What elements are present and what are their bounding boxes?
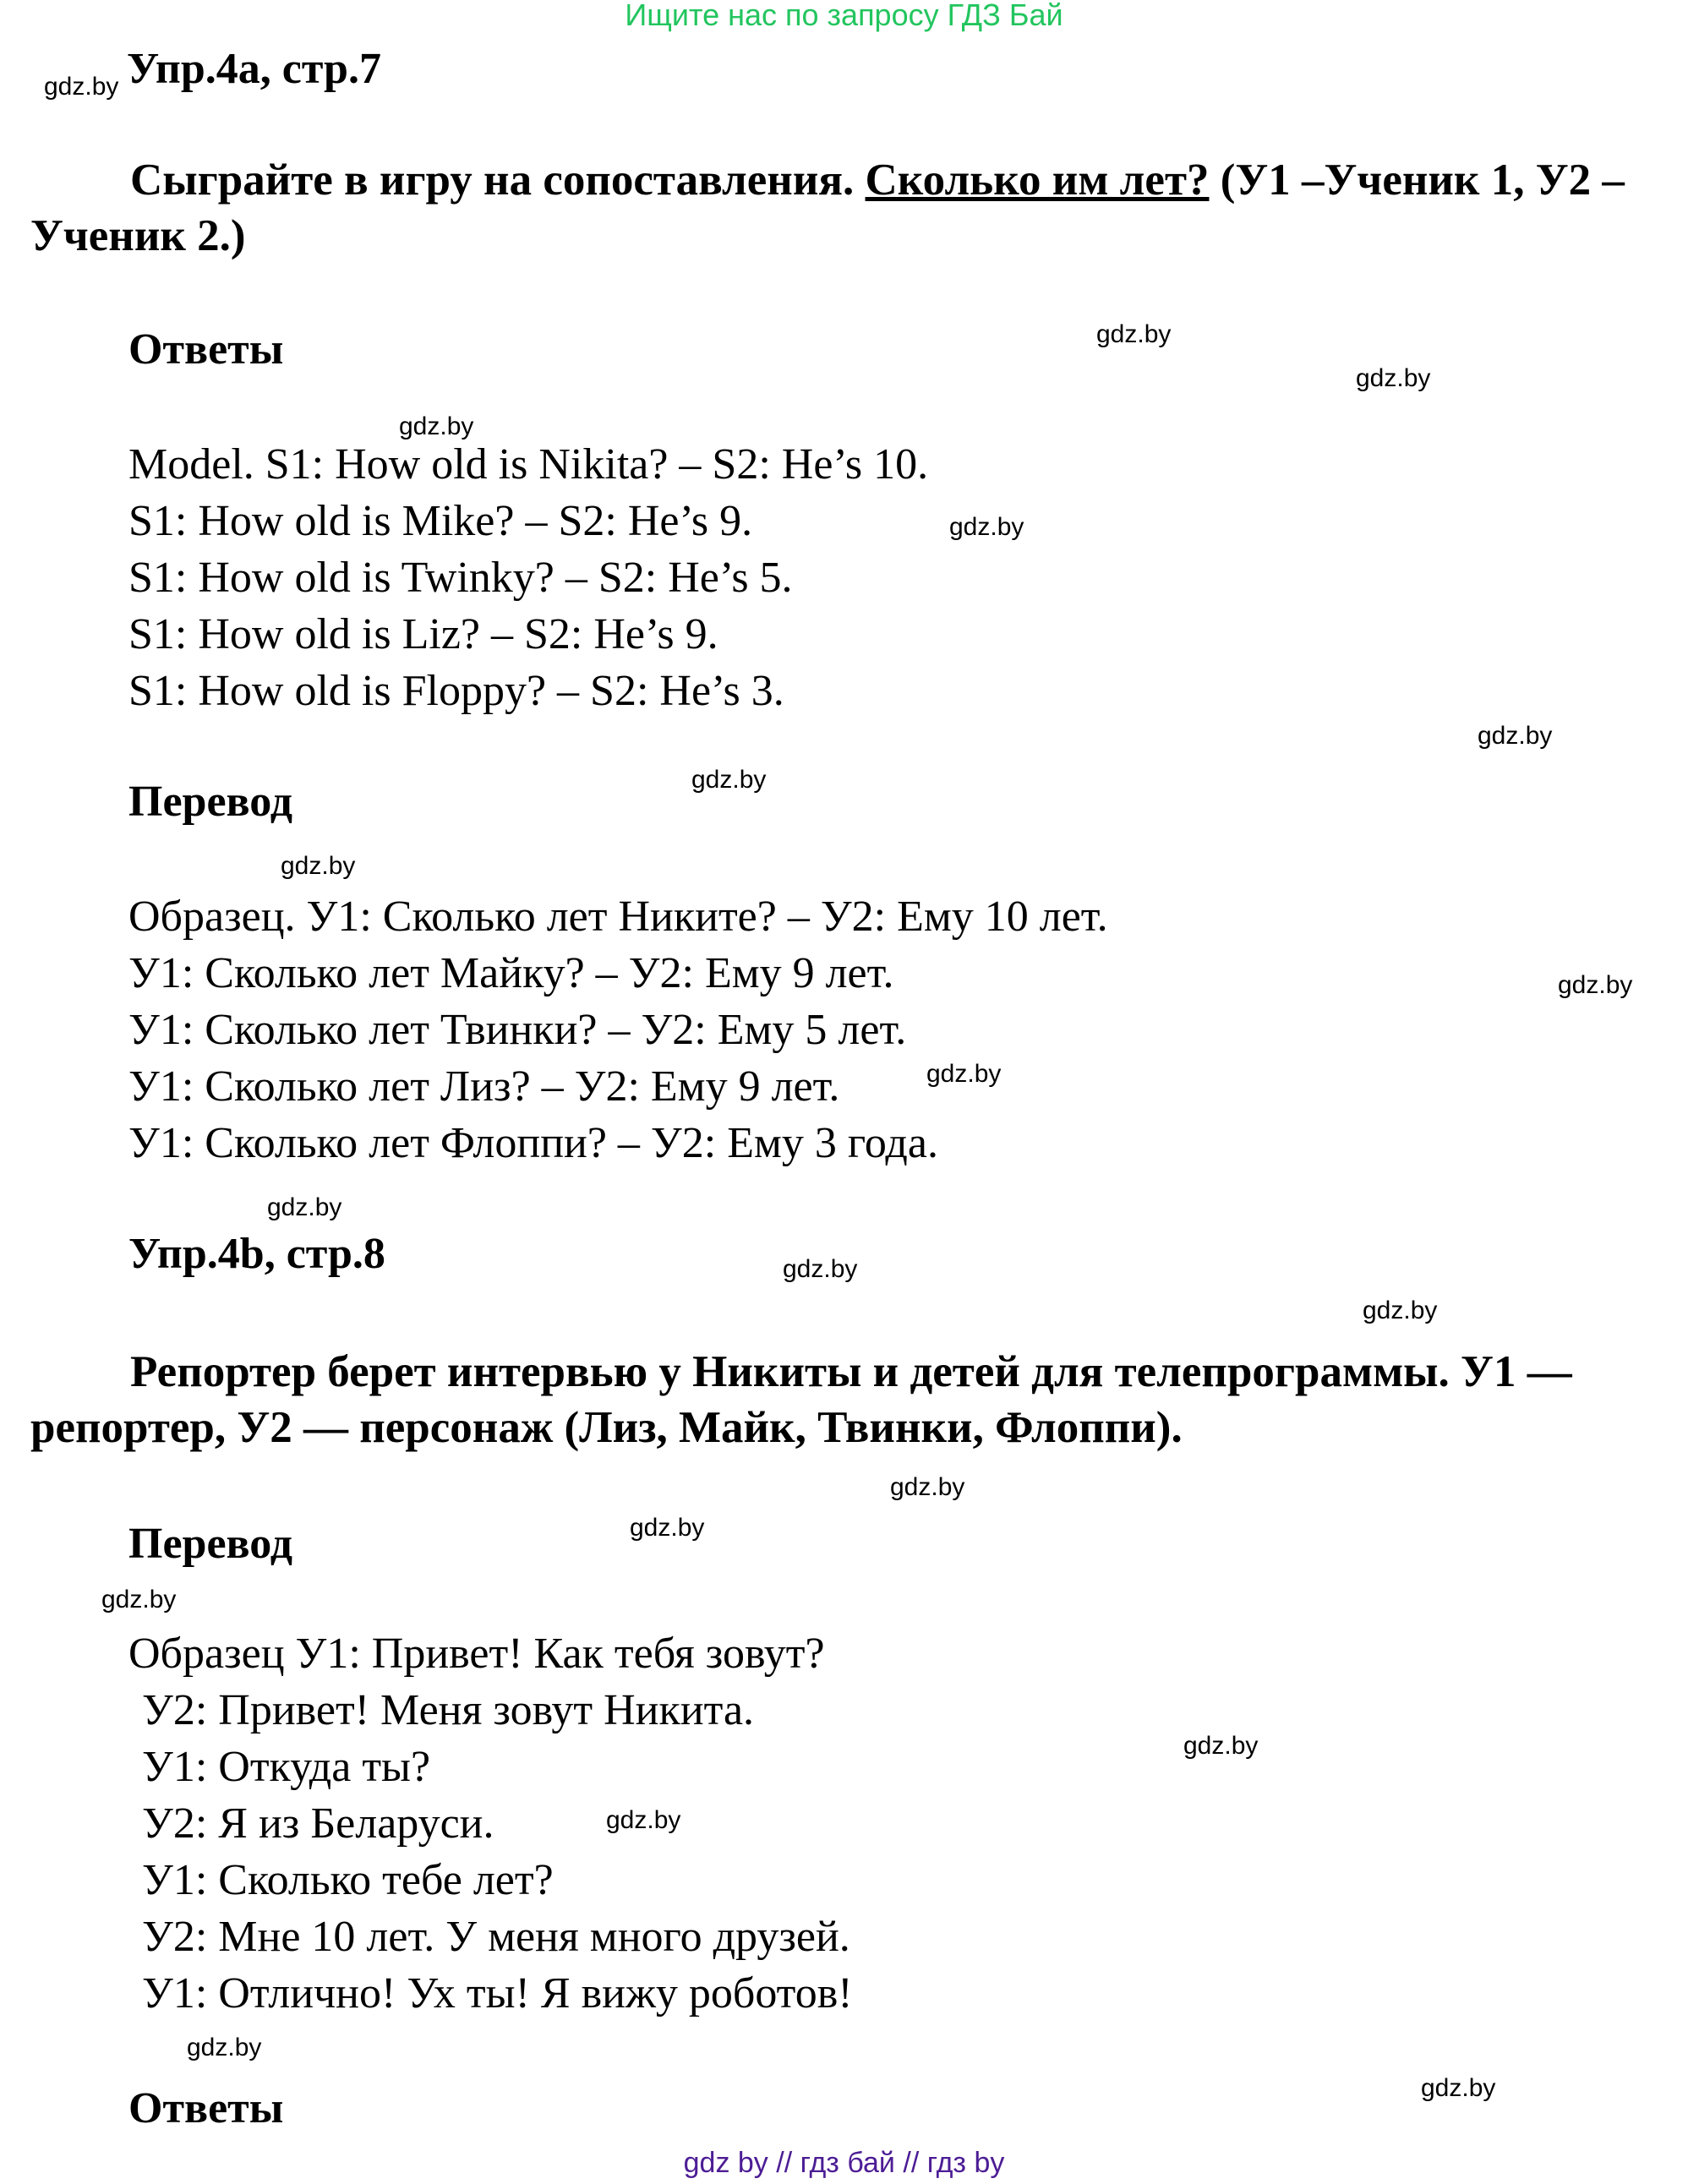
exercise-task: Репортер берет интервью у Никиты и детей для телепрограммы. У1 — репортер, У2 — персонаж (Лиз, Майк, Твинки, Флоппи). xyxy=(30,1347,1572,1452)
translation-line: У2: Мне 10 лет. У меня много друзей. xyxy=(142,1913,850,1961)
translation-line: У1: Сколько тебе лет? xyxy=(142,1856,554,1904)
watermark: gdz.by xyxy=(267,1193,342,1221)
watermark: gdz.by xyxy=(783,1255,858,1283)
answer-line: Model. S1: How old is Nikita? – S2: He’s 10. xyxy=(128,440,929,489)
translation-line: У1: Сколько лет Майку? – У2: Ему 9 лет. xyxy=(128,949,894,997)
watermark: gdz.by xyxy=(606,1806,681,1834)
watermark: gdz.by xyxy=(1558,971,1633,999)
answer-line: S1: How old is Twinky? – S2: He’s 5. xyxy=(128,554,793,602)
translation-heading: Перевод xyxy=(128,778,293,826)
watermark: gdz.by xyxy=(1096,320,1172,348)
task-text: Сыграйте в игру на сопоставления. xyxy=(130,156,866,205)
exercise-title: Упр.4а, стр.7 xyxy=(127,45,381,93)
watermark: gdz.by xyxy=(926,1060,1002,1088)
watermark: gdz.by xyxy=(1183,1732,1259,1760)
footer-links[interactable]: gdz by // гдз бай // гдз by xyxy=(683,2147,1005,2179)
watermark: gdz.by xyxy=(949,513,1024,541)
answers-heading: Ответы xyxy=(128,2084,284,2132)
translation-line: У1: Отлично! Ух ты! Я вижу роботов! xyxy=(142,1969,853,2017)
watermark: gdz.by xyxy=(281,852,356,880)
translation-line: Образец. У1: Сколько лет Никите? – У2: Ему 10 лет. xyxy=(128,893,1108,941)
answers-heading: Ответы xyxy=(128,325,284,374)
translation-line: Образец У1: Привет! Как тебя зовут? xyxy=(128,1630,825,1678)
translation-line: У2: Я из Беларуси. xyxy=(142,1799,494,1848)
answer-line: S1: How old is Floppy? – S2: He’s 3. xyxy=(128,667,784,715)
watermark: gdz.by xyxy=(101,1586,177,1613)
watermark: gdz.by xyxy=(1478,722,1553,750)
task-text-end: (У1 –Ученик 1, У2 – Ученик 2.) xyxy=(30,156,1625,260)
watermark: gdz.by xyxy=(44,73,119,101)
task-underlined: Сколько им лет? xyxy=(865,156,1210,205)
translation-heading: Перевод xyxy=(128,1520,293,1568)
watermark: gdz.by xyxy=(630,1514,705,1542)
watermark: gdz.by xyxy=(691,766,767,794)
watermark: gdz.by xyxy=(187,2034,262,2061)
watermark: gdz.by xyxy=(399,412,474,440)
search-banner[interactable]: Ищите нас по запросу ГДЗ Бай xyxy=(625,0,1063,32)
watermark: gdz.by xyxy=(1363,1297,1438,1324)
exercise-task xyxy=(30,152,1679,264)
translation-line: У1: Сколько лет Флоппи? – У2: Ему 3 года. xyxy=(128,1119,938,1167)
answer-line: S1: How old is Mike? – S2: He’s 9. xyxy=(128,497,753,545)
exercise-title: Упр.4b, стр.8 xyxy=(128,1230,385,1278)
watermark: gdz.by xyxy=(1356,364,1431,392)
translation-line: У2: Привет! Меня зовут Никита. xyxy=(142,1686,755,1734)
translation-line: У1: Сколько лет Лиз? – У2: Ему 9 лет. xyxy=(128,1062,840,1111)
translation-line: У1: Откуда ты? xyxy=(142,1743,431,1791)
watermark: gdz.by xyxy=(1421,2074,1496,2102)
translation-line: У1: Сколько лет Твинки? – У2: Ему 5 лет. xyxy=(128,1006,907,1054)
watermark: gdz.by xyxy=(890,1473,965,1501)
answer-line: S1: How old is Liz? – S2: He’s 9. xyxy=(128,610,718,658)
